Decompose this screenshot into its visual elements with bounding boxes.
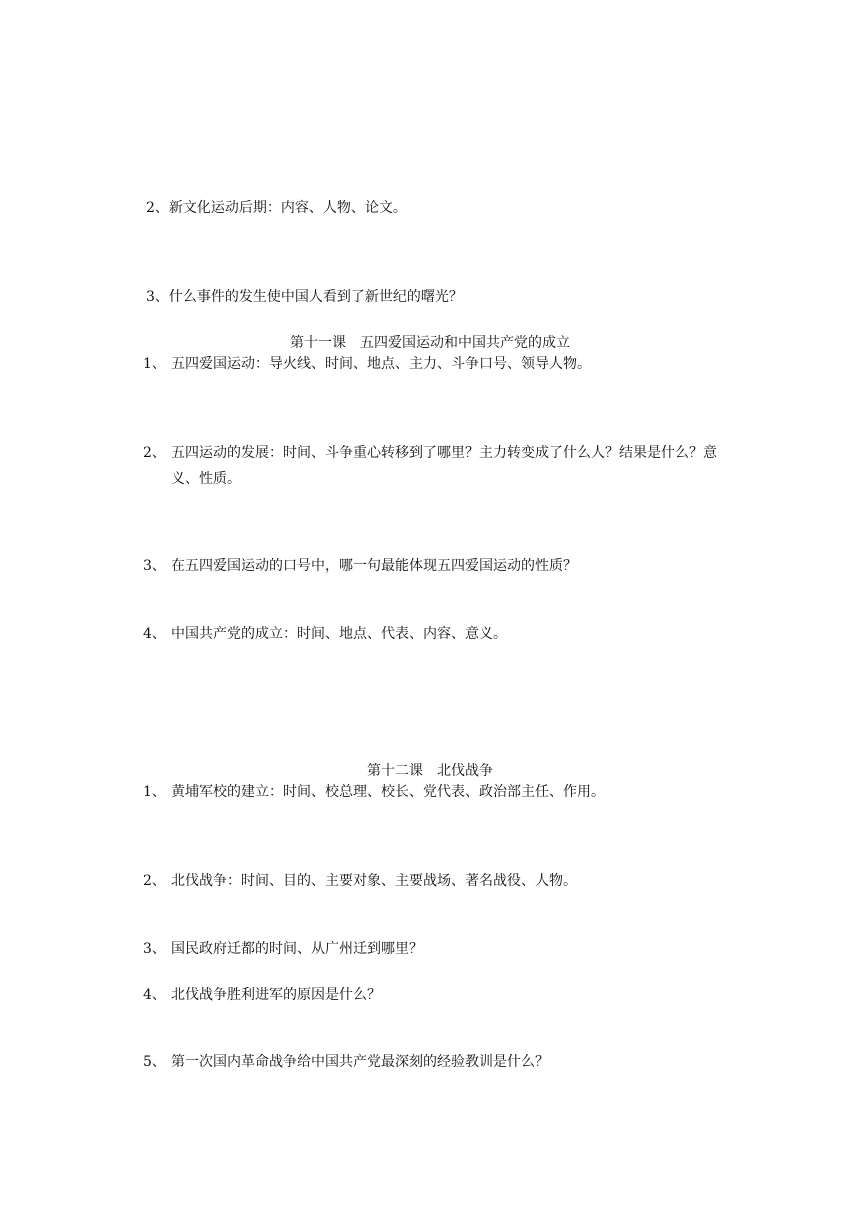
item-text: 五四运动的发展：时间、斗争重心转移到了哪里？主力转变成了什么人？结果是什么？意义、性质。: [171, 445, 717, 487]
item-number: 2、: [143, 445, 166, 461]
item-number: 3、: [143, 558, 166, 574]
item-number: 4、: [143, 626, 166, 642]
item-number: 2、: [143, 873, 166, 889]
item-text: 国民政府迁都的时间、从广州迁到哪里？: [171, 941, 423, 957]
item-text: 北伐战争胜利进军的原因是什么？: [171, 987, 381, 1003]
lesson-12-title: 第十二课 北伐战争: [367, 763, 493, 779]
item-number: 3、: [143, 941, 166, 957]
item-text: 在五四爱国运动的口号中，哪一句最能体现五四爱国运动的性质？: [171, 558, 577, 574]
question-3-dawn: 3、什么事件的发生使中国人看到了新世纪的曙光？: [146, 289, 463, 305]
question-2-new-culture: 2、新文化运动后期：内容、人物、论文。: [146, 200, 407, 216]
item-number: 5、: [143, 1054, 166, 1070]
item-text: 中国共产党的成立：时间、地点、代表、内容、意义。: [171, 626, 507, 642]
item-text: 北伐战争：时间、目的、主要对象、主要战场、著名战役、人物。: [171, 873, 577, 889]
item-number: 1、: [143, 356, 166, 372]
item-text: 黄埔军校的建立：时间、校总理、校长、党代表、政治部主任、作用。: [171, 784, 605, 800]
item-text: 第一次国内革命战争给中国共产党最深刻的经验教训是什么？: [171, 1054, 549, 1070]
item-number: 4、: [143, 987, 166, 1003]
item-text: 五四爱国运动：导火线、时间、地点、主力、斗争口号、领导人物。: [171, 356, 591, 372]
item-number: 1、: [143, 784, 166, 800]
lesson-11-title: 第十一课 五四爱国运动和中国共产党的成立: [290, 335, 570, 351]
